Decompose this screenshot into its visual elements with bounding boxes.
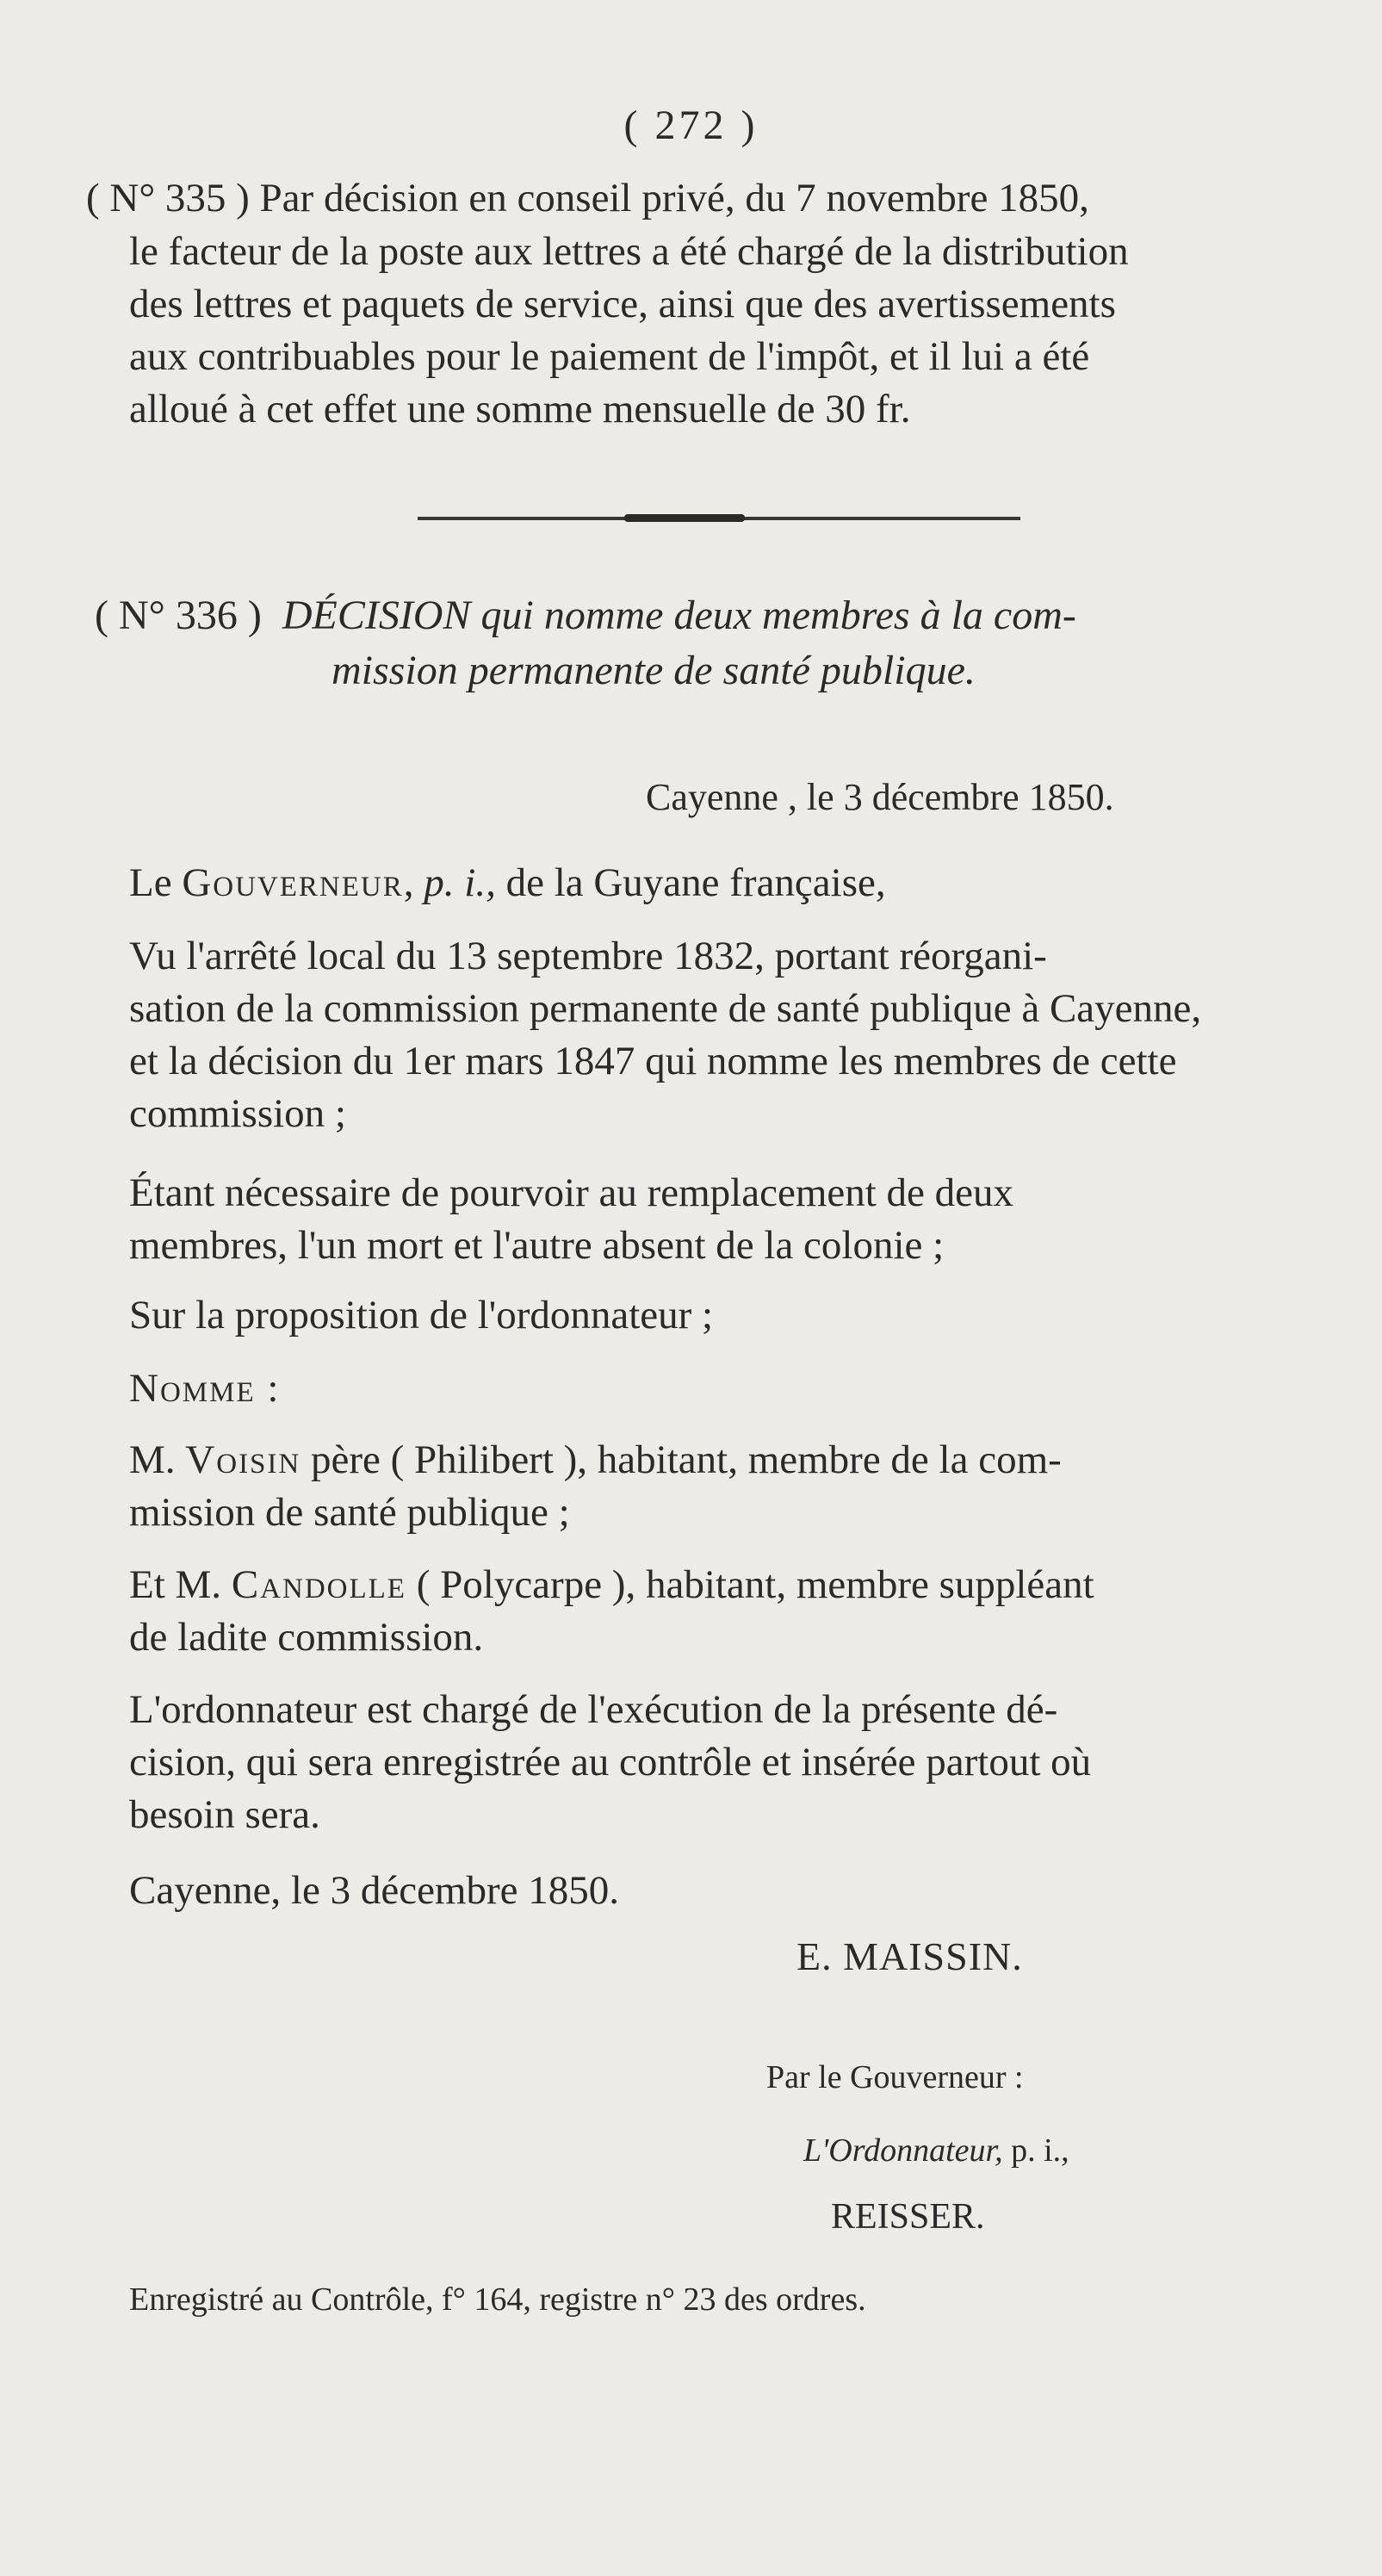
item-335-line-1: ( N° 335 ) Par décision en conseil privé, du 7 novembre 1850, (86, 176, 1089, 220)
par-le-gouverneur: Par le Gouverneur : (766, 2059, 1024, 2095)
etant-line-2: membres, l'un mort et l'autre absent de la colonie ; (129, 1223, 945, 1268)
page-number: ( 272 ) (623, 102, 759, 148)
etant-line-1: Étant nécessaire de pourvoir au remplacement de deux (129, 1170, 1014, 1215)
governor-title: Gouverneur (182, 860, 404, 905)
voisin-paragraph (129, 1434, 1352, 1539)
ordonnateur-paragraph (129, 1684, 1352, 1841)
signature-reisser: REISSER. (831, 2197, 985, 2237)
vu-line-3: et la décision du 1er mars 1847 qui nomme les membres de cette (129, 1039, 1177, 1083)
item-335-line-2: le facteur de la poste aux lettres a été chargé de la distribution (129, 229, 1129, 274)
item-336-title-line-2: mission permanente de santé publique. (332, 648, 976, 693)
ordonnateur-title-line: L'Ordonnateur, p. i., (803, 2132, 1069, 2169)
item-335 (86, 172, 1352, 225)
voisin-name: Voisin (185, 1437, 301, 1482)
vu-paragraph (129, 930, 1352, 1140)
candolle-name: Candolle (231, 1562, 406, 1607)
place-date: Cayenne , le 3 décembre 1850. (646, 776, 1114, 818)
etant-paragraph (129, 1167, 1352, 1272)
candolle-paragraph (129, 1559, 1352, 1664)
closing-date: Cayenne, le 3 décembre 1850. (129, 1868, 620, 1913)
enregistre-line: Enregistré au Contrôle, f° 164, registre n° 23 des ordres. (129, 2281, 866, 2318)
ordonnateur-line-2: cision, qui sera enregistrée au contrôle et insérée partout où (129, 1740, 1092, 1785)
governor-line: Le Gouverneur, p. i., de la Guyane française, (129, 860, 886, 905)
nomme-paragraph (129, 1362, 1352, 1415)
sur-line: Sur la proposition de l'ordonnateur ; (129, 1293, 714, 1338)
item-335-line-3: des lettres et paquets de service, ainsi que des avertissements (129, 282, 1116, 326)
item-335-number: ( N° 335 ) (86, 176, 250, 220)
ordonnateur-line-1: L'ordonnateur est chargé de l'exécution de la présente dé- (129, 1687, 1058, 1732)
vu-line-4: commission ; (129, 1091, 346, 1136)
signature-maissin: E. MAISSIN. (796, 1934, 1023, 1978)
voisin-line-2: mission de santé publique ; (129, 1490, 570, 1535)
item-336-title (95, 588, 1352, 698)
item-335-line-4: aux contribuables pour le paiement de l'impôt, et il lui a été (129, 334, 1090, 379)
nomme-line: Nomme : (129, 1366, 281, 1411)
ordonnateur-line-3: besoin sera. (129, 1792, 320, 1837)
item-335-body (129, 226, 1352, 436)
vu-line-1: Vu l'arrêté local du 13 septembre 1832, portant réorgani- (129, 934, 1047, 978)
item-335-line-5: alloué à cet effet une somme mensuelle de 30 fr. (129, 387, 911, 431)
item-336-number: ( N° 336 ) (95, 593, 262, 638)
sur-paragraph (129, 1289, 1352, 1342)
voisin-line-1: M. Voisin père ( Philibert ), habitant, membre de la com- (129, 1437, 1062, 1482)
candolle-line-2: de ladite commission. (129, 1615, 484, 1660)
section-divider (418, 517, 1020, 520)
candolle-line-1: Et M. Candolle ( Polycarpe ), habitant, membre suppléant (129, 1562, 1094, 1607)
item-336-title-line-1: ( N° 336 ) DÉCISION qui nomme deux membres à la com- (95, 593, 1076, 638)
vu-line-2: sation de la commission permanente de santé publique à Cayenne, (129, 986, 1202, 1031)
